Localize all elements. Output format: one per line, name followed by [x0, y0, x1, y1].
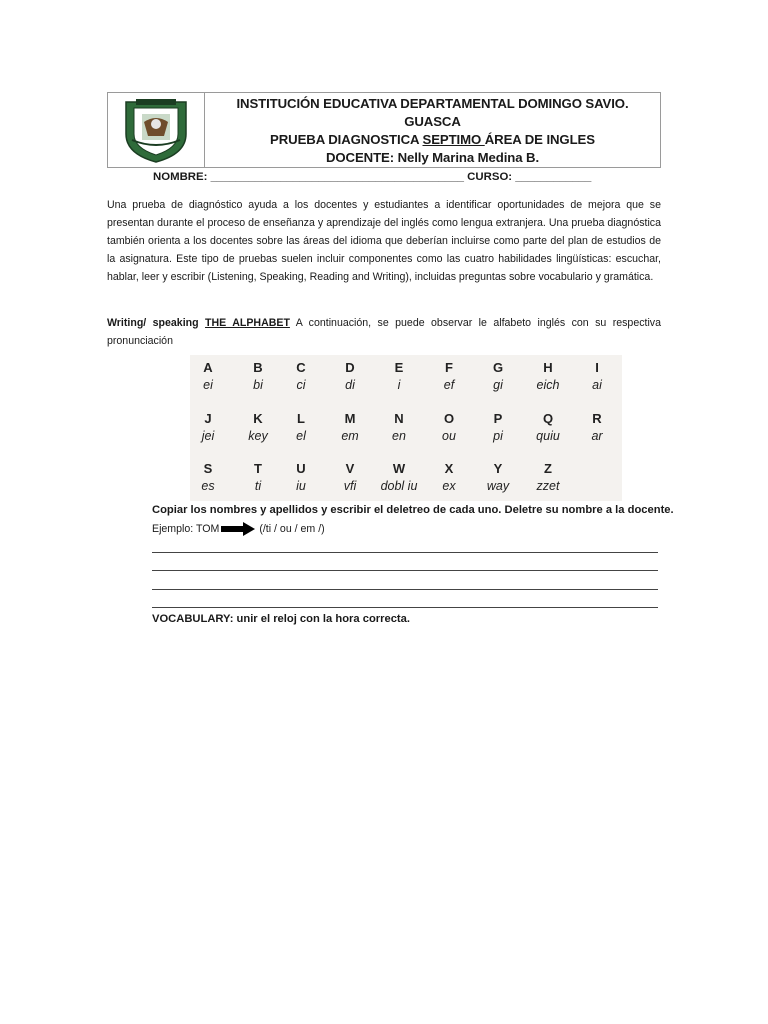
alphabet-cell: [524, 460, 572, 494]
alphabet-cell: [573, 359, 621, 393]
alphabet-pronunciation: bi: [253, 378, 263, 392]
alphabet-pronunciation: eich: [536, 378, 560, 392]
alphabet-pronunciation: pi: [493, 429, 503, 443]
alphabet-cell: [277, 410, 325, 444]
alphabet-letter: Q: [542, 411, 554, 426]
alphabet-pronunciation: key: [248, 429, 268, 443]
alphabet-cell: [184, 460, 232, 494]
exercise-instruction: Copiar los nombres y apellidos y escribir el deletreo de cada uno. Deletre su nombre a la docente.: [152, 504, 674, 516]
answer-line-4[interactable]: [152, 607, 658, 608]
alphabet-cell: [425, 410, 473, 444]
intro-paragraph: Una prueba de diagnóstico ayuda a los docentes y estudiantes a identificar oportunidades de mejora que se presentan durante el proceso de enseñanza y aprendizaje del inglés como lengua extranjera. Una prueba diagnóstica también orienta a los docentes sobre las áreas del idioma que deberían incluirse como parte del plan de estudios de la asignatura. Este tipo de pruebas suelen incluir componentes como las cuatro habilidades lingüísticas: escuchar, hablar, leer y escribir (Listening, Speaking, Reading and Writing), incluidas preguntas sobre vocabulario y gramática.: [107, 199, 661, 283]
alphabet-letter: U: [296, 461, 306, 476]
alphabet-cell: [474, 359, 522, 393]
nombre-field[interactable]: ________________________________________: [210, 171, 464, 183]
alphabet-letter: P: [493, 411, 503, 426]
alphabet-table: [190, 355, 622, 501]
answer-line-2[interactable]: [152, 570, 658, 571]
alphabet-pronunciation: gi: [493, 378, 503, 392]
alphabet-cell: [474, 460, 522, 494]
alphabet-cell: [375, 410, 423, 444]
alphabet-pronunciation: ci: [296, 378, 306, 392]
alphabet-pronunciation: ou: [442, 429, 456, 443]
alphabet-pronunciation: ei: [203, 378, 213, 392]
alphabet-letter: X: [444, 461, 454, 476]
alphabet-pronunciation: di: [345, 378, 355, 392]
alphabet-letter: M: [344, 411, 356, 426]
alphabet-pronunciation: ti: [254, 479, 262, 493]
writing-text: A continuación, se puede observar le alfabeto inglés con su respectiva pronunciación: [107, 317, 661, 347]
example-label: Ejemplo: TOM: [152, 523, 220, 535]
alphabet-cell: [524, 359, 572, 393]
school-logo-cell: [108, 93, 205, 167]
writing-section: [107, 314, 661, 350]
alphabet-letter: C: [296, 360, 306, 375]
alphabet-letter: Y: [493, 461, 503, 476]
curso-label: CURSO:: [467, 171, 513, 183]
alphabet-cell: [425, 359, 473, 393]
alphabet-letter: V: [345, 461, 355, 476]
alphabet-letter: B: [253, 360, 263, 375]
alphabet-cell: [326, 410, 374, 444]
alphabet-cell: [474, 410, 522, 444]
school-crest-icon: [112, 96, 200, 164]
alphabet-letter: K: [253, 411, 263, 426]
alphabet-cell: [326, 359, 374, 393]
vocabulary-heading: VOCABULARY: unir el reloj con la hora correcta.: [152, 613, 410, 625]
alphabet-pronunciation: dobl iu: [380, 479, 418, 493]
example-line: [152, 522, 325, 536]
alphabet-pronunciation: ai: [592, 378, 602, 392]
writing-label: Writing/ speaking: [107, 317, 206, 329]
alphabet-pronunciation: vfi: [343, 479, 357, 493]
alphabet-letter: O: [443, 411, 455, 426]
alphabet-cell: [184, 410, 232, 444]
alphabet-pronunciation: el: [296, 429, 306, 443]
alphabet-pronunciation: es: [201, 479, 215, 493]
nombre-label: NOMBRE:: [153, 171, 208, 183]
town-name: GUASCA: [404, 114, 461, 129]
answer-line-3[interactable]: [152, 589, 658, 590]
alphabet-letter: R: [592, 411, 602, 426]
alphabet-cell: [425, 460, 473, 494]
alphabet-letter: G: [492, 360, 504, 375]
example-spelling: (/ti / ou / em /): [259, 523, 325, 535]
alphabet-letter: J: [204, 411, 212, 426]
alphabet-pronunciation: ef: [443, 378, 455, 392]
alphabet-cell: [326, 460, 374, 494]
student-info-line: [153, 171, 591, 183]
alphabet-letter: H: [543, 360, 553, 375]
alphabet-letter: Z: [544, 461, 552, 476]
alphabet-letter: E: [394, 360, 404, 375]
alphabet-cell: [234, 460, 282, 494]
teacher-name: DOCENTE: Nelly Marina Medina B.: [325, 150, 540, 165]
alphabet-letter: D: [345, 360, 355, 375]
alphabet-letter: I: [595, 360, 599, 375]
alphabet-pronunciation: quiu: [536, 429, 560, 443]
alphabet-cell: [234, 359, 282, 393]
alphabet-pronunciation: zzet: [536, 479, 560, 493]
alphabet-cell: [573, 410, 621, 444]
arrow-right-icon: [221, 522, 255, 536]
alphabet-letter: F: [445, 360, 453, 375]
grade: SEPTIMO: [422, 132, 485, 147]
alphabet-pronunciation: i: [397, 378, 401, 392]
alphabet-letter: T: [254, 461, 262, 476]
alphabet-pronunciation: jei: [201, 429, 215, 443]
alphabet-letter: N: [394, 411, 404, 426]
alphabet-cell: [375, 359, 423, 393]
alphabet-pronunciation: way: [486, 479, 510, 493]
curso-field[interactable]: ____________: [515, 171, 592, 183]
alphabet-cell: [375, 460, 423, 494]
alphabet-letter: S: [203, 461, 213, 476]
alphabet-letter: L: [297, 411, 305, 426]
alphabet-pronunciation: ex: [442, 479, 456, 493]
alphabet-cell: [277, 359, 325, 393]
alphabet-pronunciation: em: [341, 429, 359, 443]
header-title: [205, 93, 660, 167]
alphabet-letter: W: [392, 461, 406, 476]
alphabet-cell: [277, 460, 325, 494]
test-title: PRUEBA DIAGNOSTICA SEPTIMO ÁREA DE INGLES: [270, 132, 595, 147]
alphabet-pronunciation: ar: [591, 429, 603, 443]
answer-line-1[interactable]: [152, 552, 658, 553]
alphabet-cell: [524, 410, 572, 444]
alphabet-pronunciation: en: [392, 429, 406, 443]
header-table: [107, 92, 661, 168]
alphabet-letter: A: [203, 360, 213, 375]
alphabet-cell: [234, 410, 282, 444]
alphabet-pronunciation: iu: [296, 479, 306, 493]
writing-topic: THE ALPHABET: [205, 317, 290, 329]
alphabet-cell: [184, 359, 232, 393]
school-name: INSTITUCIÓN EDUCATIVA DEPARTAMENTAL DOMINGO SAVIO.: [236, 96, 629, 111]
